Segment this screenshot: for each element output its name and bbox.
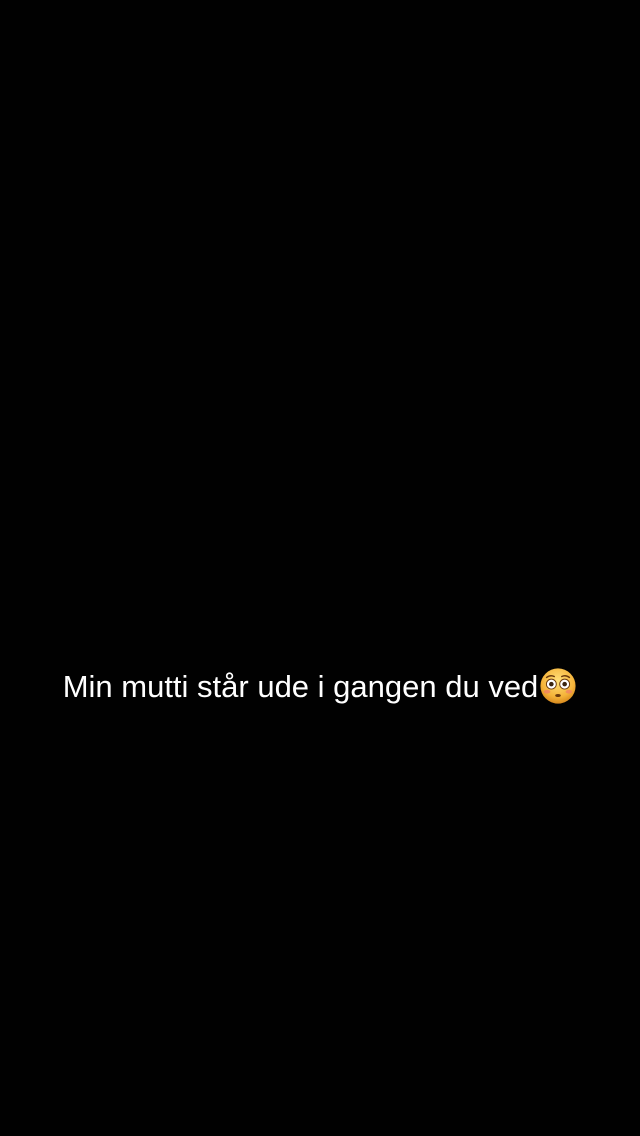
flushed-face-emoji-icon [539,667,577,705]
caption-text: Min mutti står ude i gangen du ved [62,668,539,704]
caption-bar[interactable] [0,662,640,710]
